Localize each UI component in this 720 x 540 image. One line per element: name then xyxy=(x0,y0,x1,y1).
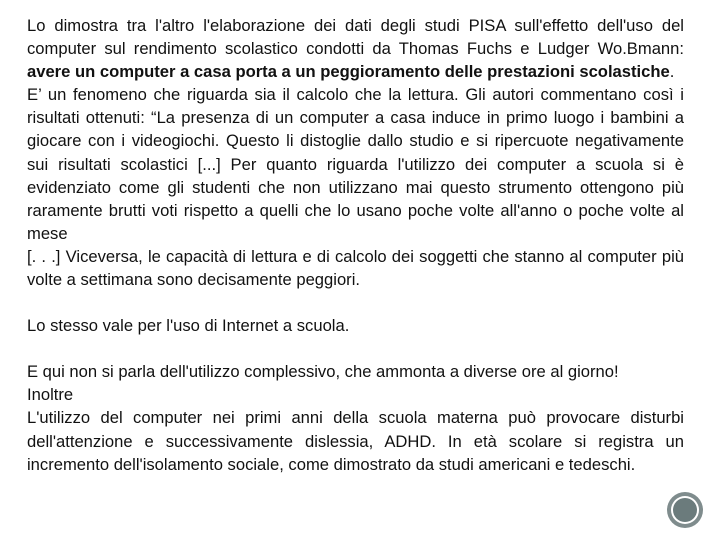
paragraph-pisa-conclusion: avere un computer a casa porta a un peggioramento delle prestazioni scolastiche xyxy=(27,62,670,82)
paragraph-moreover: Inoltre xyxy=(27,385,74,405)
paragraph-conversely: [. . .] Viceversa, le capacità di lettura e di calcolo dei soggetti che stanno al computer più volte a settimana sono decisamente peggiori. xyxy=(27,246,684,290)
paragraph-pisa-period: . xyxy=(669,62,675,82)
paragraph-spacer xyxy=(27,337,684,360)
paragraph-authors-comment: E’ un fenomeno che riguarda sia il calcolo che la lettura. Gli autori commentano così i risultati ottenuti: “La presenza di un computer a casa induce in primo luogo i bambini a giocare con i videogiochi. Questo li distoglie dallo studio e si ripercuote negativamente sui risultati scolastici [...] Per quanto riguarda l'utilizzo dei computer a scuola si è evidenziato come gli studenti che non utilizzano mai questo strumento ottengono più raramente brutti voti rispetto a quelli che lo usano poche volte all'anno o poche volte al mese xyxy=(27,85,684,243)
paragraph-early-usage: L'utilizzo del computer nei primi anni della scuola materna può provocare disturbi dell'attenzione e successivamente dislessia, ADHD. In età scolare si registra un incremento dell'isolamento sociale, come dimostrato da studi americani e tedeschi. xyxy=(27,408,684,474)
body-text xyxy=(27,14,684,476)
paragraph-pisa-intro: Lo dimostra tra l'altro l'elaborazione dei dati degli studi PISA sull'effetto dell'uso del computer sul rendimento scolastico condotti da Thomas Fuchs e Ludger Wo.Bmann: xyxy=(27,16,684,59)
paragraph-spacer xyxy=(27,291,684,314)
paragraph-pisa-study xyxy=(27,14,684,83)
circle-badge-icon xyxy=(666,491,704,529)
paragraph-internet: Lo stesso vale per l'uso di Internet a scuola. xyxy=(27,316,350,336)
paragraph-total-usage: E qui non si parla dell'utilizzo complessivo, che ammonta a diverse ore al giorno! xyxy=(27,362,619,382)
